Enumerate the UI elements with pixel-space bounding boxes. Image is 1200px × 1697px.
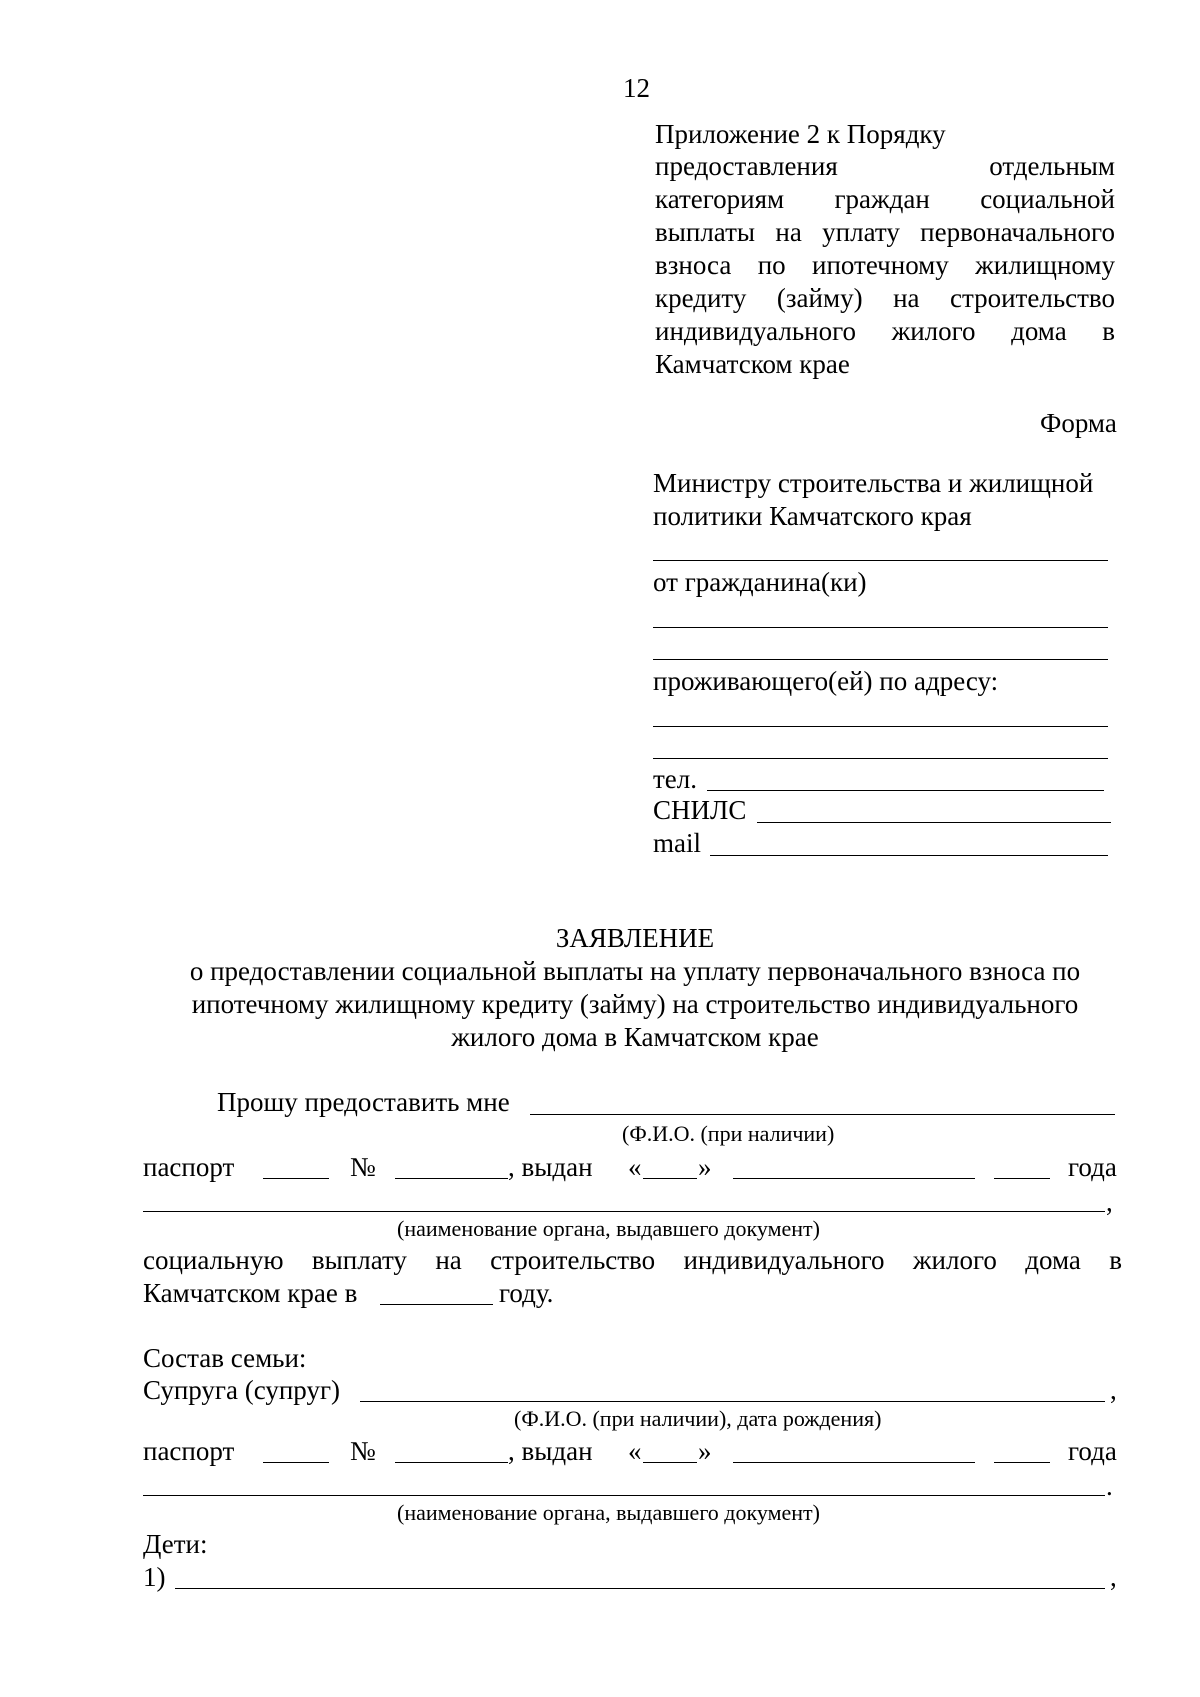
addressee-line-1: Министру строительства и жилищной xyxy=(653,468,1094,498)
appendix-line-5: взноса по ипотечному жилищному xyxy=(655,250,1115,280)
snils-blank[interactable] xyxy=(757,822,1111,823)
address-label: проживающего(ей) по адресу: xyxy=(653,666,999,696)
appendix-line-8: Камчатском крае xyxy=(655,349,850,379)
addressee-line-2: политики Камчатского края xyxy=(653,501,972,531)
spouse-issued-label: , выдан xyxy=(508,1436,593,1466)
appendix-line-2: предоставления отдельным xyxy=(655,151,1115,181)
statement-subtitle-1: о предоставлении социальной выплаты на уплату первоначального взноса по xyxy=(189,956,1081,986)
issue-year-blank[interactable] xyxy=(994,1178,1050,1179)
address-blank-2[interactable] xyxy=(653,758,1108,759)
passport-label: паспорт xyxy=(143,1152,235,1182)
number-sign: № xyxy=(350,1152,376,1182)
child-1-blank[interactable] xyxy=(175,1588,1105,1589)
payment-line-2-start: Камчатском крае в xyxy=(143,1278,358,1308)
issued-label: , выдан xyxy=(508,1152,593,1182)
quote-close: » xyxy=(698,1152,712,1182)
citizen-name-blank-2[interactable] xyxy=(653,659,1108,660)
passport-series-blank[interactable] xyxy=(263,1178,329,1179)
address-blank-1[interactable] xyxy=(653,726,1108,727)
spouse-number-sign: № xyxy=(350,1436,376,1466)
citizen-name-blank-1[interactable] xyxy=(653,627,1108,628)
year-label: года xyxy=(1068,1152,1117,1182)
appendix-line-1: Приложение 2 к Порядку xyxy=(655,119,946,149)
appendix-line-7: индивидуального жилого дома в xyxy=(655,316,1115,346)
appendix-line-6: кредиту (займу) на строительство xyxy=(655,283,1115,313)
mail-label: mail xyxy=(653,828,701,858)
spouse-issue-month-blank[interactable] xyxy=(733,1462,975,1463)
spouse-passport-number-blank[interactable] xyxy=(395,1462,508,1463)
spouse-authority-caption: (наименование органа, выдавшего документ) xyxy=(397,1500,820,1525)
statement-title: ЗАЯВЛЕНИЕ xyxy=(555,923,715,953)
passport-number-blank[interactable] xyxy=(395,1178,508,1179)
phone-label: тел. xyxy=(653,764,698,794)
issue-month-blank[interactable] xyxy=(733,1178,975,1179)
spouse-label: Супруга (супруг) xyxy=(143,1375,341,1405)
authority-comma: , xyxy=(1106,1187,1113,1217)
spouse-passport-series-blank[interactable] xyxy=(263,1462,329,1463)
spouse-quote-open: « xyxy=(628,1436,642,1466)
phone-blank[interactable] xyxy=(707,790,1104,791)
payment-line-2-end: году. xyxy=(499,1278,554,1308)
request-label: Прошу предоставить мне xyxy=(217,1087,510,1117)
spouse-issuing-authority-blank[interactable] xyxy=(143,1495,1105,1496)
spouse-authority-period: . xyxy=(1106,1471,1113,1501)
spouse-passport-label: паспорт xyxy=(143,1436,235,1466)
payment-line-1: социальную выплату на строительство индивидуального жилого дома в xyxy=(143,1245,1122,1275)
authority-caption: (наименование органа, выдавшего документ) xyxy=(397,1216,820,1241)
addressee-blank-1[interactable] xyxy=(653,560,1108,561)
child-1-comma: , xyxy=(1110,1562,1117,1592)
form-label: Форма xyxy=(1040,408,1117,438)
children-label: Дети: xyxy=(143,1529,208,1559)
issue-day-blank[interactable] xyxy=(643,1178,697,1179)
payment-year-blank[interactable] xyxy=(380,1304,493,1305)
applicant-fio-blank[interactable] xyxy=(530,1114,1115,1115)
from-label: от гражданина(ки) xyxy=(653,567,867,597)
statement-subtitle-2: ипотечному жилищному кредиту (займу) на строительство индивидуального xyxy=(191,989,1079,1019)
spouse-quote-close: » xyxy=(698,1436,712,1466)
fio-caption: (Ф.И.О. (при наличии) xyxy=(622,1121,835,1146)
spouse-blank[interactable] xyxy=(360,1401,1105,1402)
quote-open: « xyxy=(628,1152,642,1182)
spouse-caption: (Ф.И.О. (при наличии), дата рождения) xyxy=(514,1406,882,1431)
family-heading: Состав семьи: xyxy=(143,1343,307,1373)
appendix-line-4: выплаты на уплату первоначального xyxy=(655,217,1115,247)
snils-label: СНИЛС xyxy=(653,795,747,825)
spouse-year-label: года xyxy=(1068,1436,1117,1466)
child-1-number: 1) xyxy=(143,1562,166,1592)
spouse-issue-year-blank[interactable] xyxy=(994,1462,1050,1463)
appendix-line-3: категориям граждан социальной xyxy=(655,184,1115,214)
spouse-comma: , xyxy=(1110,1375,1117,1405)
statement-subtitle-3: жилого дома в Камчатском крае xyxy=(451,1022,819,1052)
page-number: 12 xyxy=(623,73,650,103)
mail-blank[interactable] xyxy=(710,855,1108,856)
spouse-issue-day-blank[interactable] xyxy=(643,1462,697,1463)
issuing-authority-blank[interactable] xyxy=(143,1211,1105,1212)
